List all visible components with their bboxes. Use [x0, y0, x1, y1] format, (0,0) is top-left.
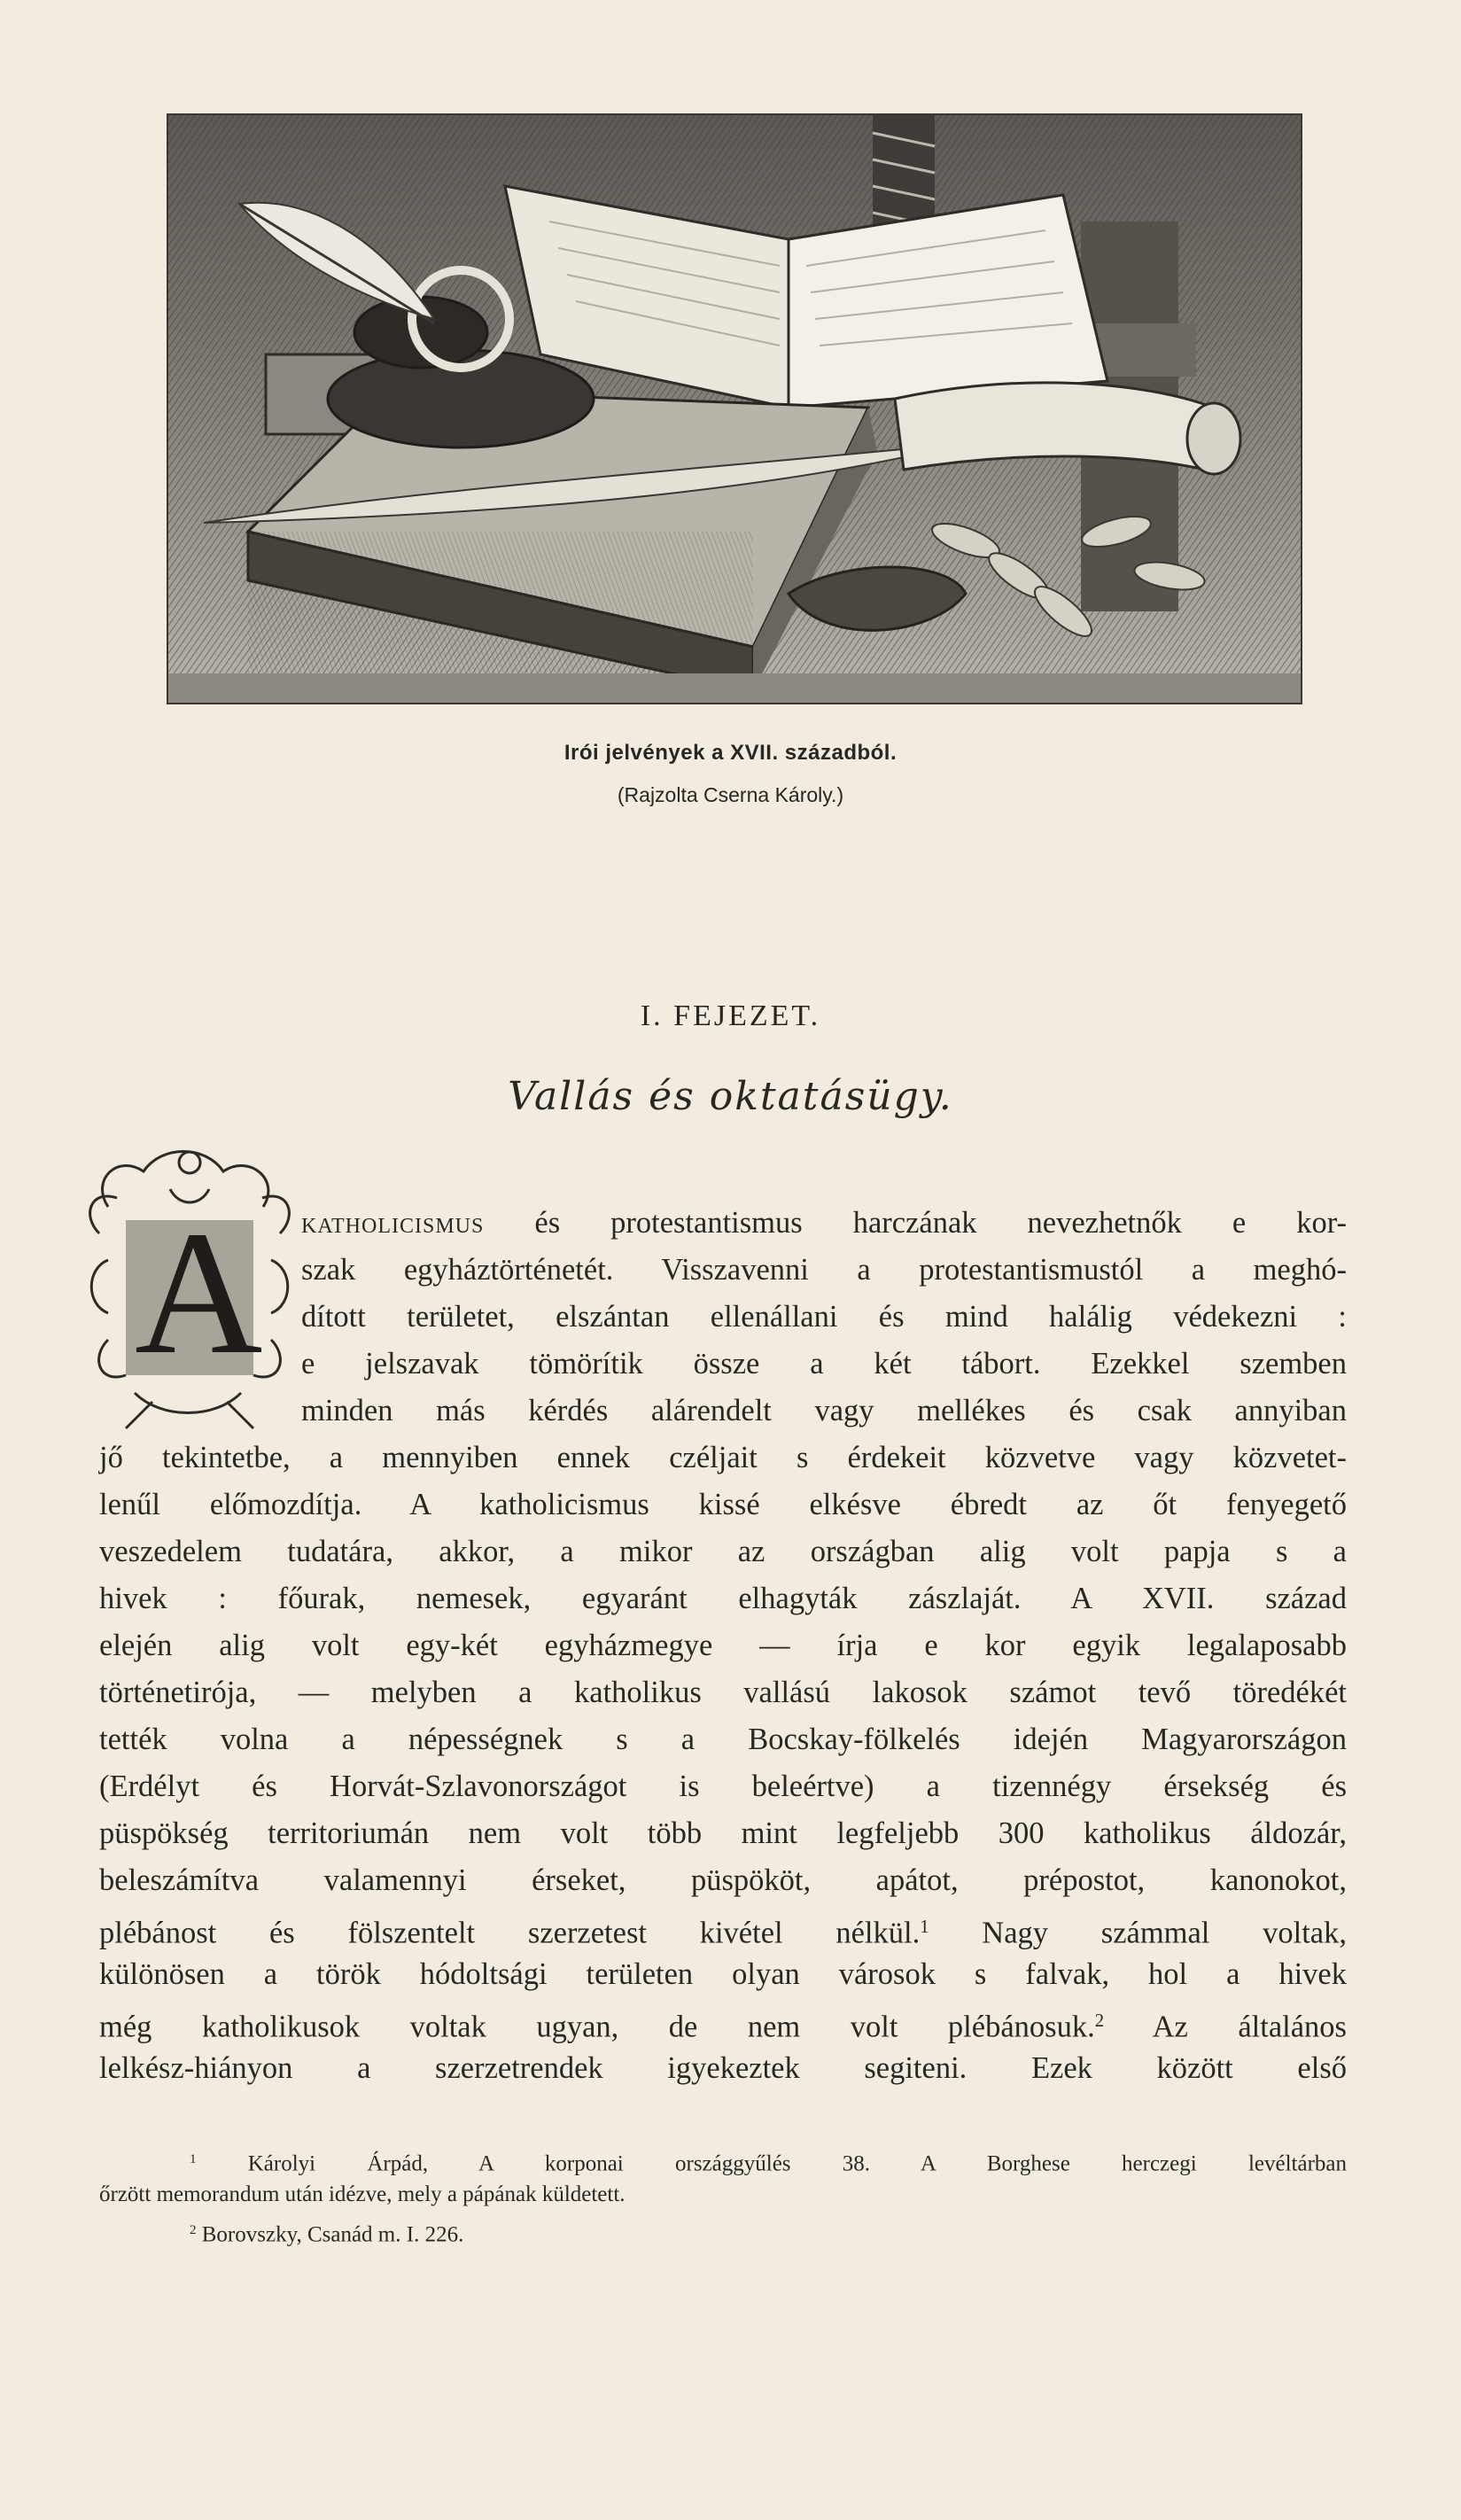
body-line-1: katholicismus és protestantismus harczának nevezhetnők e kor- [301, 1206, 1347, 1240]
chapter-label: I. FEJEZET. [640, 999, 821, 1032]
body-line-7: lenűl előmozdítja. A katholicismus kissé elkésve ébredt az őt fenyegető [99, 1488, 1347, 1521]
body-line-13: (Erdélyt és Horvát-Szlavonországot is beleértve) a tizennégy érsekség és [99, 1769, 1347, 1803]
footnote-2: $^2$ Borovszky, Csanád m. I. 226. [190, 2222, 464, 2247]
body-line-6: jő tekintetbe, a mennyiben ennek czéljait s érdekeit közvetve vagy közvetet- [99, 1441, 1347, 1474]
ornamental-initial [82, 1136, 298, 1434]
illustration-credit: (Rajzolta Cserna Károly.) [617, 783, 844, 806]
engraving-illustration [167, 113, 1302, 704]
body-line-3: dított területet, elszántan ellenállani és mind halálig védekezni : [301, 1300, 1347, 1334]
illustration-caption: Irói jelvények a XVII. századból. [563, 741, 898, 765]
footnote-ref-2[interactable]: 2 [1094, 2011, 1105, 2031]
quill-book-inkwell-picture [168, 115, 1301, 703]
footnote-1-line-1: $^1$ Károlyi Árpád, A korponai országgyűlés 38. A Borghese herczegi levéltárban [190, 2151, 1347, 2176]
body-line-15: beleszámítva valamennyi érseket, püspököt, apátot, prépostot, kanonokot, [99, 1863, 1347, 1897]
body-line-4: e jelszavak tömörítik össze a két tábort. Ezekkel szemben [301, 1347, 1347, 1381]
footnote-1-line-2: őrzött memorandum után idézve, mely a pápának küldetett. [99, 2182, 626, 2206]
body-line-19: lelkész-hiányon a szerzetrendek igyekeztek segiteni. Ezek között első [99, 2051, 1347, 2085]
body-first-word: katholicismus [301, 1206, 485, 1240]
body-line-10: elején alig volt egy-két egyházmegye — írja e kor egyik legalaposabb [99, 1629, 1347, 1662]
footnote-ref-1[interactable]: 1 [920, 1917, 929, 1937]
body-line-18: még katholikusok voltak ugyan, de nem volt plébánosuk.$^2$ Az általános [99, 2010, 1347, 2044]
body-line-14: püspökség territoriumán nem volt több mint legfeljebb 300 katholikus áldozár, [99, 1816, 1347, 1850]
body-line-8: veszedelem tudatára, akkor, a mikor az országban alig volt papja s a [99, 1535, 1347, 1568]
body-line-2: szak egyháztörténetét. Visszavenni a protestantismustól a meghó- [301, 1253, 1347, 1287]
dropcap-letter: A [135, 1195, 263, 1391]
body-line-17: különösen a török hódoltsági területen olyan városok s falvak, hol a hivek [99, 1957, 1347, 1991]
body-line-11: történetirója, — melyben a katholikus vallású lakosok számot tevő töredékét [99, 1676, 1347, 1709]
chapter-title: Vallás és oktatásügy. [508, 1074, 953, 1119]
body-line-16: plébánost és fölszentelt szerzetest kivétel nélkül.$^1$ Nagy számmal voltak, [99, 1916, 1347, 1950]
body-line-5: minden más kérdés alárendelt vagy mellékes és csak annyiban [301, 1394, 1347, 1427]
body-line-9: hivek : főurak, nemesek, egyaránt elhagyták zászlaját. A XVII. század [99, 1582, 1347, 1615]
body-line-12: tették volna a népességnek s a Bocskay-fölkelés idején Magyarországon [99, 1723, 1347, 1756]
